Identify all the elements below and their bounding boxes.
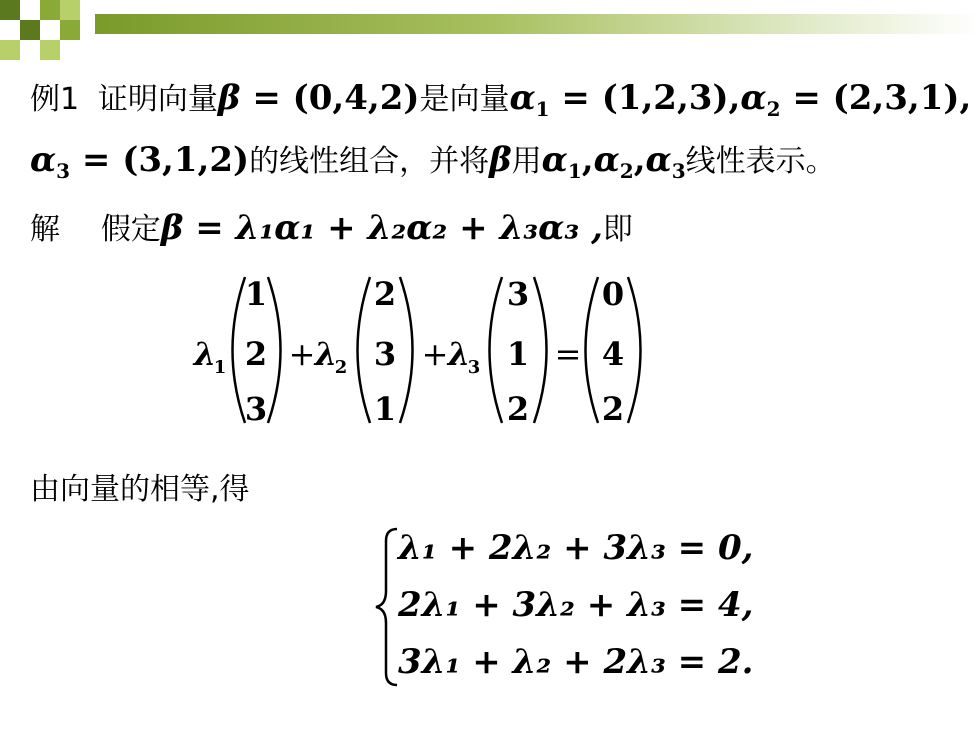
- alpha-list-sub2: 2: [619, 159, 634, 183]
- example-tail-3: 线性表示。: [685, 144, 836, 179]
- lambda-3-sub: 3: [467, 357, 481, 378]
- column-2-entry-1: 2: [373, 275, 397, 313]
- alpha-list-a1: α: [541, 140, 568, 180]
- plus-sign: +: [421, 335, 449, 373]
- alpha-list-a3: α: [645, 140, 672, 180]
- column-2-entry-2: 3: [373, 335, 397, 373]
- lambda-3: λ: [447, 335, 471, 373]
- header-gradient-bar: [95, 14, 980, 34]
- lambda-2: λ: [314, 335, 338, 373]
- column-2-right-paren: [400, 277, 413, 423]
- example-tail-2: 用: [511, 144, 542, 179]
- solution-tail: 即: [602, 212, 633, 247]
- alpha2-symbol: α: [740, 78, 767, 118]
- alpha2-sub: 2: [766, 97, 781, 121]
- alpha-list-sub3: 3: [671, 159, 686, 183]
- solution-assume: 假定: [100, 212, 161, 247]
- column-4-entry-3: 2: [601, 390, 625, 428]
- system-row-1: λ₁ + 2λ₂ + 3λ₃ = 0,: [398, 528, 754, 568]
- vector-equation: [0, 265, 980, 445]
- alpha2-value: = (2,3,1),: [780, 78, 972, 118]
- alpha3-sub: 3: [56, 159, 71, 183]
- column-1-entry-2: 2: [244, 335, 268, 373]
- column-3-entry-2: 1: [506, 335, 530, 373]
- example-mid: 是向量: [419, 82, 510, 117]
- deco-square: [60, 20, 80, 40]
- deco-square: [60, 0, 80, 20]
- column-1-entry-1: 1: [244, 275, 268, 313]
- alpha-list-comma: ,: [581, 140, 594, 180]
- deco-square: [0, 40, 20, 60]
- column-4-right-paren: [628, 277, 641, 423]
- plus-sign: +: [288, 335, 316, 373]
- column-3-entry-3: 2: [506, 390, 530, 428]
- alpha-list-sub1: 1: [567, 159, 582, 183]
- example-prefix: 证明向量: [97, 82, 218, 117]
- beta-value: = (0,4,2): [240, 78, 420, 118]
- column-2-left-paren: [358, 277, 371, 423]
- deco-square: [0, 0, 20, 20]
- tail-beta-symbol: β: [489, 140, 512, 180]
- solution-label: 解: [30, 212, 60, 247]
- column-4-entry-2: 4: [601, 335, 625, 373]
- alpha1-value: = (1,2,3),: [549, 78, 741, 118]
- alpha-list-comma: ,: [633, 140, 646, 180]
- alpha-list-a2: α: [593, 140, 620, 180]
- column-1-left-paren: [233, 277, 246, 423]
- slide-header-decoration: [0, 0, 980, 60]
- system-row-2: 2λ₁ + 3λ₂ + λ₃ = 4,: [398, 585, 754, 625]
- lambda-1: λ: [193, 335, 217, 373]
- derive-text: 由向量的相等,得: [30, 472, 250, 507]
- example-label: 例1: [30, 82, 80, 117]
- deco-square: [40, 0, 60, 20]
- system-row-3: 3λ₁ + λ₂ + 2λ₃ = 2.: [398, 642, 754, 682]
- column-4-entry-1: 0: [601, 275, 625, 313]
- column-3-entry-1: 3: [506, 275, 530, 313]
- column-3-right-paren: [534, 277, 547, 423]
- column-3-left-paren: [490, 277, 503, 423]
- solution-line: [30, 208, 633, 250]
- alpha1-symbol: α: [509, 78, 536, 118]
- deco-square: [20, 20, 40, 40]
- example-statement-line-1: [30, 78, 971, 129]
- column-2-entry-3: 1: [373, 390, 397, 428]
- column-1-right-paren: [268, 277, 281, 423]
- column-1-entry-3: 3: [244, 390, 268, 428]
- deco-square: [40, 40, 60, 60]
- example-tail-1: 的线性组合，并将: [249, 144, 490, 179]
- alpha3-symbol: α: [30, 140, 57, 180]
- beta-symbol: β: [217, 78, 241, 118]
- example-statement-line-2: [30, 140, 836, 191]
- lambda-2-sub: 2: [334, 357, 348, 378]
- alpha3-value: = (3,1,2): [70, 140, 250, 180]
- column-4-left-paren: [586, 277, 599, 423]
- equals-sign: =: [554, 335, 582, 373]
- lambda-1-sub: 1: [213, 357, 227, 378]
- alpha1-sub: 1: [535, 97, 550, 121]
- solution-equation: β = λ₁α₁ + λ₂α₂ + λ₃α₃ ,: [160, 208, 603, 248]
